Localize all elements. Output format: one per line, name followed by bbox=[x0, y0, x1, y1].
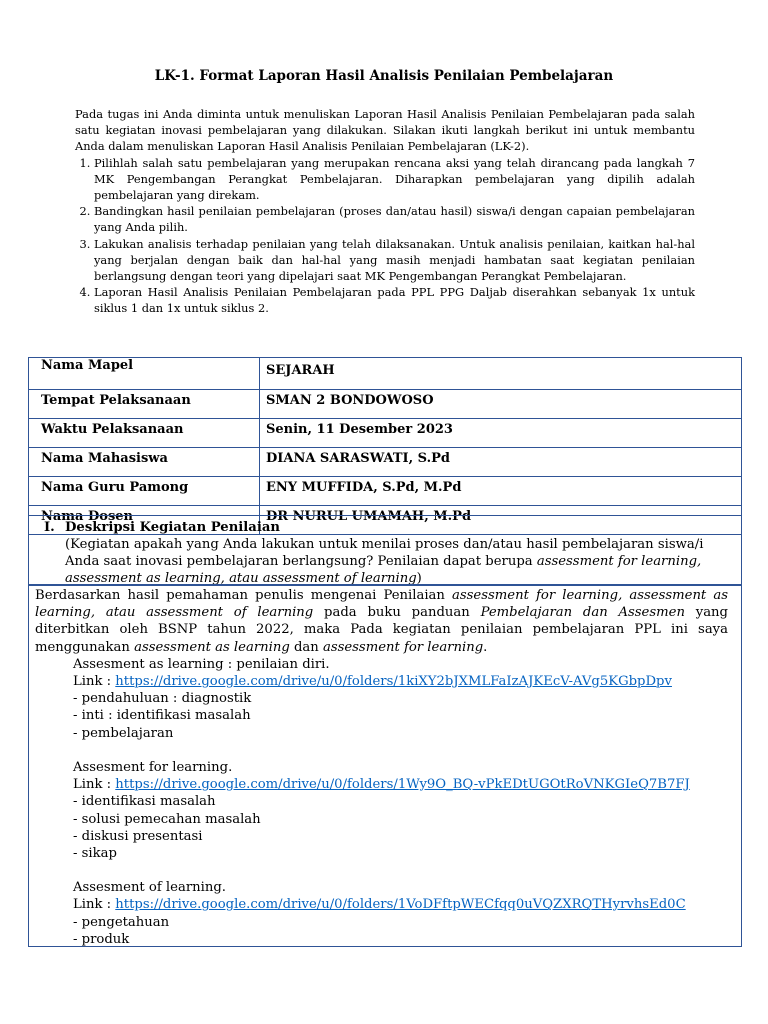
drive-link[interactable]: https://drive.google.com/drive/u/0/folders/1VoDFftpWECfqq0uVQZXRQTHyrvhsEd0C bbox=[115, 897, 686, 913]
text: yang diterbitkan oleh BSNP tahun 2022, maka Pada kegiatan penilaian pembelajaran PPL ini saya menggunakan bbox=[35, 605, 728, 655]
document-title: LK-1. Format Laporan Hasil Analisis Penilaian Pembelajaran bbox=[154, 68, 614, 84]
label-cell: Tempat Pelaksanaan bbox=[29, 390, 260, 419]
group-title: Assesment as learning : penilaian diri. bbox=[73, 656, 330, 672]
value-cell: Senin, 11 Desember 2023 bbox=[260, 419, 742, 448]
assessment-groups bbox=[73, 656, 741, 948]
drive-link[interactable]: https://drive.google.com/drive/u/0/folders/1kiXY2bJXMLFaIzAJKEcV-AVg5KGbpDpv bbox=[115, 674, 672, 689]
text: pada buku panduan bbox=[313, 605, 481, 621]
instructions bbox=[75, 106, 695, 317]
step-item: 2. Bandingkan hasil penilaian pembelajaran (proses dan/atau hasil) siswa/i dengan capaian pembelajaran yang Anda pilih. bbox=[94, 203, 695, 235]
table-row bbox=[29, 477, 742, 506]
text: Berdasarkan hasil pemahaman penulis mengenai Penilaian bbox=[35, 588, 453, 603]
table-row bbox=[29, 390, 742, 419]
prompt-close: ) bbox=[416, 571, 422, 586]
label-cell: Nama Dosen bbox=[29, 506, 260, 535]
text-italic: Pembelajaran dan Assesmen bbox=[480, 605, 685, 621]
link-label: Link : bbox=[73, 777, 116, 793]
value-cell: ENY MUFFIDA, S.Pd, M.Pd bbox=[260, 477, 742, 506]
step-item: 3. Lakukan analisis terhadap penilaian yang telah dilaksanakan. Untuk analisis penilaian, kaitkan hal-hal yang berjalan dengan baik dan hal-hal yang masih menjadi hambatan saat kegiatan penilaian berlangsung dengan teori yang dipelajari saat MK Pengembangan Perangkat Pembelajaran. bbox=[94, 236, 695, 285]
step-item: 1. Pilihlah salah satu pembelajaran yang merupakan rencana aksi yang telah dirancang pada langkah 7 MK Pengembangan Perangkat Pembelajaran. Diharapkan pembelajaran yang dipilih adalah pembelajaran yang direkam. bbox=[94, 155, 695, 204]
link-label: Link : bbox=[73, 897, 116, 913]
list-item: - diskusi presentasi bbox=[73, 828, 203, 844]
label-cell: Nama Guru Pamong bbox=[29, 477, 260, 506]
info-table bbox=[28, 357, 742, 535]
drive-link[interactable]: https://drive.google.com/drive/u/0/folders/1Wy9O_BQ-vPkEDtUGOtRoVNKGIeQ7B7FJ bbox=[115, 777, 690, 793]
list-item: - sikap bbox=[73, 845, 117, 861]
list-item: - produk bbox=[73, 931, 130, 947]
link-line bbox=[73, 776, 741, 793]
list-item: - solusi pemecahan masalah bbox=[73, 811, 261, 827]
text-italic: assessment for learning, assessment as learning, atau assessment of learning bbox=[35, 588, 728, 621]
text: . bbox=[483, 639, 488, 655]
text-italic: assessment for learning bbox=[322, 639, 484, 655]
list-item: - pendahuluan : diagnostik bbox=[73, 691, 252, 707]
text-italic: assessment as learning bbox=[134, 639, 290, 655]
section-number: I. bbox=[44, 520, 55, 535]
value-cell: DIANA SARASWATI, S.Pd bbox=[260, 448, 742, 477]
group-title: Assesment of learning. bbox=[73, 880, 226, 896]
answer-box bbox=[28, 584, 742, 947]
label-cell: Nama Mahasiswa bbox=[29, 448, 260, 477]
table-row bbox=[29, 419, 742, 448]
table-row bbox=[29, 358, 742, 390]
link-line bbox=[73, 673, 741, 690]
step-item: 4. Laporan Hasil Analisis Penilaian Pembelajaran pada PPL PPG Daljab diserahkan sebanyak 1x untuk siklus 1 dan 1x untuk siklus 2. bbox=[94, 284, 695, 316]
list-item: - identifikasi masalah bbox=[73, 794, 216, 810]
group-title: Assesment for learning. bbox=[73, 759, 233, 775]
label-cell: Waktu Pelaksanaan bbox=[29, 419, 260, 448]
value-cell: SMAN 2 BONDOWOSO bbox=[260, 390, 742, 419]
section-heading: Deskripsi Kegiatan Penilaian bbox=[65, 520, 280, 535]
list-item: - pembelajaran bbox=[73, 725, 174, 741]
value-cell: DR NURUL UMAMAH, M.Pd bbox=[260, 506, 742, 535]
link-label: Link : bbox=[73, 674, 116, 689]
intro-paragraph: Pada tugas ini Anda diminta untuk menuliskan Laporan Hasil Analisis Penilaian Pembelajaran pada salah satu kegiatan inovasi pembelajaran yang dilakukan. Silakan ikuti langkah berikut ini untuk membantu Anda dalam menuliskan Laporan Hasil Analisis Penilaian Pembelajaran (LK-2). bbox=[75, 107, 695, 154]
link-line bbox=[73, 896, 741, 913]
section-description bbox=[28, 515, 742, 586]
prompt-italic: assessment for learning, assessment as learning, atau assessment of learning bbox=[65, 554, 702, 586]
table-row bbox=[29, 448, 742, 477]
list-item: - pengetahuan bbox=[73, 914, 170, 930]
answer-paragraph bbox=[35, 587, 728, 656]
steps-list bbox=[75, 155, 695, 317]
list-item: - inti : identifikasi masalah bbox=[73, 708, 251, 724]
label-cell: Nama Mapel bbox=[29, 358, 260, 390]
text: dan bbox=[289, 639, 323, 655]
section-prompt bbox=[65, 536, 735, 587]
prompt-text: (Kegiatan apakah yang Anda lakukan untuk menilai proses dan/atau hasil pembelajaran siswa/i Anda saat inovasi pembelajaran berlangsung? Penilaian dapat berupa bbox=[65, 537, 704, 569]
value-cell: SEJARAH bbox=[260, 358, 742, 390]
